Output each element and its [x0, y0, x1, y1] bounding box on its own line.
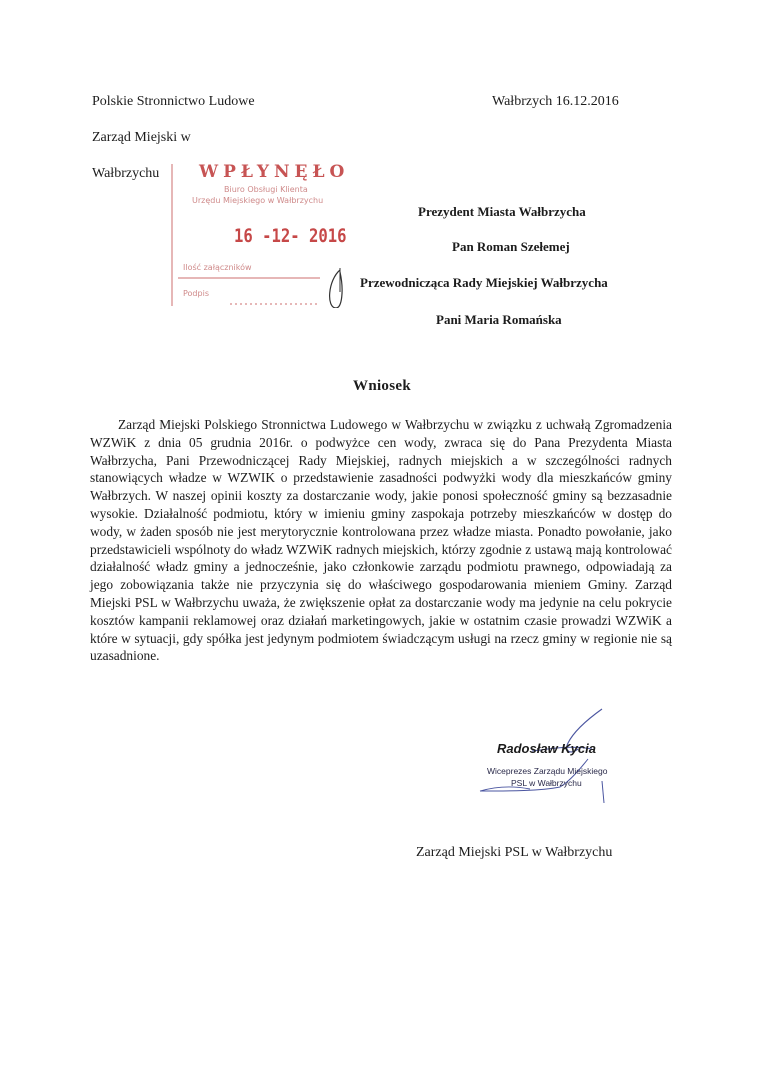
signatory-organisation: PSL w Wałbrzychu [511, 778, 582, 788]
stamp-title: WPŁYNĘŁO [199, 162, 350, 182]
document-title: Wniosek [353, 378, 411, 394]
signatory-name: Radosław Kycia [497, 741, 596, 756]
addressee-president-name: Pan Roman Szełemej [452, 239, 570, 254]
sender-board: Zarząd Miejski w [92, 130, 191, 145]
signatory-position: Wiceprezes Zarządu Miejskiego [487, 766, 608, 776]
sender-party-name: Polskie Stronnictwo Ludowe [92, 94, 255, 109]
place-date: Wałbrzych 16.12.2016 [492, 94, 619, 109]
addressee-president-title: Prezydent Miasta Wałbrzycha [418, 204, 586, 219]
stamp-date: 16 -12- 2016 [234, 225, 347, 247]
body-paragraph: Zarząd Miejski Polskiego Stronnictwa Ludowego w Wałbrzychu w związku z uchwałą Zgromadzenia WZWiK z dnia 05 grudnia 2016r. o podwyżce cen wody, zwraca się do Pana Prezydenta Miasta Wałbrzycha, Pani Przewodniczącej Rady Miejskiej, radnych miejskich a w szczególności radnych stanowiących władze w WZWIK o przedstawienie zasadności podwyżki wody dla mieszkańców gminy Wałbrzych. W naszej opinii koszty za dostarczanie wody, jakie ponosi społeczność gminy są bezzasadnie wysokie. Działalność podmiotu, który w imieniu gminy zaspokaja potrzeby mieszkańców w dostęp do wody, w żaden sposób nie jest merytorycznie kontrolowana przez władze miasta. Ponadto powołanie, jako przedstawicieli wspólnoty do władz WZWiK radnych miejskich, którzy zgodnie z ustawą mają kontrolować działalność władz gminy a jednocześnie, jako członkowie zarządu podmiotu prawnego, odpowiadają za jego zobowiązania także nie przyczynia się do właściwego gospodarowania mieniem Gminy. Zarząd Miejski PSL w Wałbrzychu uważa, że zwiększenie opłat za dostarczanie wody ma jedynie na celu pokrycie kosztów kampanii reklamowej oraz działań marketingowych, jakie w ostatnim czasie prowadzi WZWiK a które w sytuacji, gdy spółka jest jedynym podmiotem świadczącym usługi na rzecz gminy w regionie nie są uzasadnione. [90, 417, 672, 664]
stamp-office: Biuro Obsługi Klienta [224, 185, 308, 194]
stamp-signature-label: Podpis [183, 289, 209, 298]
stamp-attachments-label: Ilość załączników [183, 263, 252, 272]
sender-city: Wałbrzychu [92, 166, 160, 181]
addressee-chair-title: Przewodnicząca Rady Miejskiej Wałbrzycha [360, 275, 608, 290]
addressee-chair-name: Pani Maria Romańska [436, 312, 562, 327]
closing-organisation: Zarząd Miejski PSL w Wałbrzychu [416, 845, 613, 860]
handwritten-signature [470, 705, 620, 815]
stamp-office-city: Urzędu Miejskiego w Wałbrzychu [192, 196, 324, 205]
